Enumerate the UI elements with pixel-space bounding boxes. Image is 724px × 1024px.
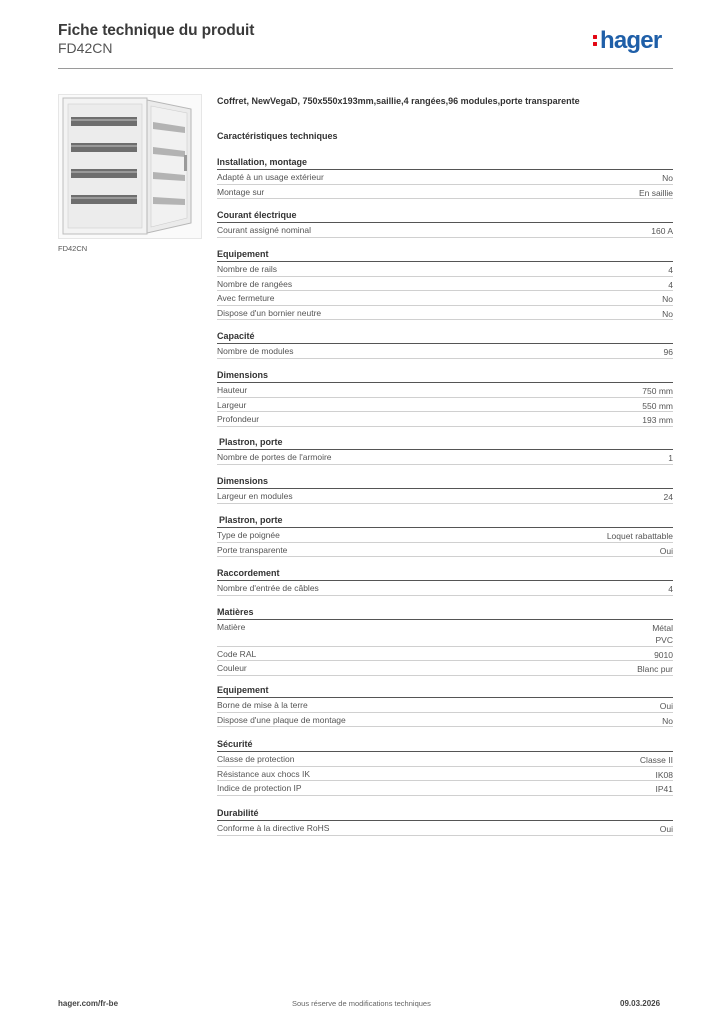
spec-label: Adapté à un usage extérieur xyxy=(217,172,324,182)
spec-label: Profondeur xyxy=(217,414,260,424)
spec-value xyxy=(668,452,673,464)
spec-label: Largeur en modules xyxy=(217,491,293,501)
section-title: Raccordement xyxy=(217,568,280,578)
spec-label: Nombre de rangées xyxy=(217,278,293,289)
logo-text: hager xyxy=(600,27,662,54)
spec-value xyxy=(660,700,673,712)
footer-notice: Sous réserve de modifications techniques xyxy=(292,999,431,1008)
section-title: Sécurité xyxy=(217,739,253,749)
spec-value xyxy=(654,649,673,661)
spec-row xyxy=(217,647,673,662)
spec-value-line: IP41 xyxy=(655,784,673,794)
spec-value-line: Classe II xyxy=(639,755,673,765)
spec-row xyxy=(217,398,673,413)
spec-label: Hauteur xyxy=(217,385,248,395)
spec-value-line: Loquet rabattable xyxy=(606,531,673,541)
spec-label: Indice de protection IP xyxy=(217,783,302,793)
footer-date: 09.03.2026 xyxy=(620,999,661,1008)
spec-label: Nombre de portes de l'armoire xyxy=(217,452,332,462)
section-title: Matières xyxy=(217,607,254,617)
spec-label: Nombre de modules xyxy=(217,346,294,356)
spec-row xyxy=(217,277,673,292)
spec-row xyxy=(217,262,673,277)
section-title: Plastron, porte xyxy=(219,515,283,525)
spec-value-line: No xyxy=(662,173,673,183)
header-divider xyxy=(58,68,673,69)
spec-row xyxy=(217,489,673,504)
spec-value xyxy=(660,823,673,835)
spec-value xyxy=(662,715,673,727)
spec-label: Résistance aux chocs IK xyxy=(217,768,311,779)
spec-value xyxy=(642,385,673,397)
spec-row xyxy=(217,223,673,238)
spec-value xyxy=(662,293,673,305)
spec-row xyxy=(217,698,673,713)
spec-value-line: 4 xyxy=(668,265,673,275)
section-title: Installation, montage xyxy=(217,157,308,167)
section-title: Capacité xyxy=(217,331,255,341)
spec-value xyxy=(651,225,673,237)
spec-row xyxy=(217,581,673,596)
spec-value-line: No xyxy=(662,308,673,319)
footer-website: hager.com/fr-be xyxy=(58,999,119,1008)
spec-label: Classe de protection xyxy=(217,754,295,764)
spec-value-line: 4 xyxy=(668,584,673,594)
product-description: Coffret, NewVegaD, 750x550x193mm,saillie,4 rangées,96 modules,porte transparente xyxy=(217,96,580,106)
spec-value xyxy=(668,583,673,595)
spec-row xyxy=(217,306,673,321)
section-title: Dimensions xyxy=(217,476,269,486)
spec-row xyxy=(217,781,673,796)
spec-row xyxy=(217,528,673,543)
spec-row xyxy=(217,291,673,306)
page-title: Fiche technique du produit xyxy=(58,22,255,39)
hager-logo xyxy=(593,29,661,53)
spec-value xyxy=(660,545,673,557)
spec-label: Matière xyxy=(217,622,246,632)
enclosure-illustration xyxy=(59,95,201,238)
spec-label: Borne de mise à la terre xyxy=(217,700,308,710)
spec-label: Nombre de rails xyxy=(217,264,277,274)
spec-value xyxy=(664,491,673,503)
spec-value-line: Oui xyxy=(659,701,673,711)
section-title: Durabilité xyxy=(217,808,259,818)
spec-value-line: 160 A xyxy=(651,226,673,236)
spec-label: Montage sur xyxy=(217,186,265,197)
spec-row xyxy=(217,661,673,676)
spec-value-line: En saillie xyxy=(638,187,673,198)
spec-row xyxy=(217,170,673,185)
spec-value-line: Blanc pur xyxy=(637,664,673,674)
spec-value-line: 1 xyxy=(668,453,673,463)
spec-row xyxy=(217,450,673,465)
spec-label: Conforme à la directive RoHS xyxy=(217,823,330,833)
spec-value xyxy=(639,187,673,199)
spec-row xyxy=(217,543,673,558)
spec-value xyxy=(662,308,673,320)
spec-label: Dispose d'un bornier neutre xyxy=(217,307,322,318)
spec-label: Couleur xyxy=(217,663,247,673)
spec-row xyxy=(217,620,673,647)
spec-value-line: Oui xyxy=(659,824,673,834)
section-title: Courant électrique xyxy=(217,210,297,220)
spec-value xyxy=(668,264,673,276)
spec-label: Largeur xyxy=(217,399,247,410)
spec-label: Dispose d'une plaque de montage xyxy=(217,714,346,725)
spec-value-line: No xyxy=(662,294,673,304)
spec-label: Type de poignée xyxy=(217,530,280,540)
spec-value xyxy=(656,783,674,795)
section-title: Plastron, porte xyxy=(219,437,283,447)
spec-value xyxy=(637,663,673,675)
image-caption: FD42CN xyxy=(58,244,88,253)
spec-value xyxy=(668,279,673,291)
spec-row xyxy=(217,383,673,398)
spec-label: Courant assigné nominal xyxy=(217,225,312,235)
product-reference: FD42CN xyxy=(58,40,113,56)
spec-value-line: 24 xyxy=(663,492,673,502)
spec-row xyxy=(217,412,673,427)
spec-value xyxy=(664,346,673,358)
spec-row xyxy=(217,752,673,767)
spec-value-line: No xyxy=(662,715,673,726)
spec-label: Porte transparente xyxy=(217,544,288,555)
spec-value-line: 4 xyxy=(668,279,673,290)
spec-row xyxy=(217,713,673,728)
spec-value-line: IK08 xyxy=(655,769,673,780)
spec-value-line: 96 xyxy=(663,347,673,357)
spec-value-line: Métal xyxy=(652,623,673,633)
spec-row xyxy=(217,344,673,359)
spec-value-line: Oui xyxy=(659,545,673,556)
logo-dots-icon xyxy=(593,35,599,49)
spec-value-line: 193 mm xyxy=(642,415,673,425)
spec-row xyxy=(217,767,673,782)
section-title: Equipement xyxy=(217,249,269,259)
spec-value-line: 550 mm xyxy=(642,400,673,411)
spec-value xyxy=(656,769,674,781)
spec-value-line: PVC xyxy=(655,635,673,645)
spec-value-line: 750 mm xyxy=(642,386,673,396)
spec-value xyxy=(642,400,673,412)
spec-label: Avec fermeture xyxy=(217,293,275,303)
product-image xyxy=(58,94,202,239)
spec-label: Code RAL xyxy=(217,648,257,659)
spec-row xyxy=(217,185,673,200)
section-title: Equipement xyxy=(217,685,269,695)
spec-value xyxy=(642,414,673,426)
spec-value xyxy=(652,622,673,646)
spec-row xyxy=(217,821,673,836)
spec-value xyxy=(607,530,673,542)
spec-value-line: 9010 xyxy=(654,649,673,660)
specs-title: Caractéristiques techniques xyxy=(217,131,338,141)
section-title: Dimensions xyxy=(217,370,269,380)
spec-value xyxy=(640,754,673,766)
spec-label: Nombre d'entrée de câbles xyxy=(217,583,319,593)
spec-value xyxy=(662,172,673,184)
